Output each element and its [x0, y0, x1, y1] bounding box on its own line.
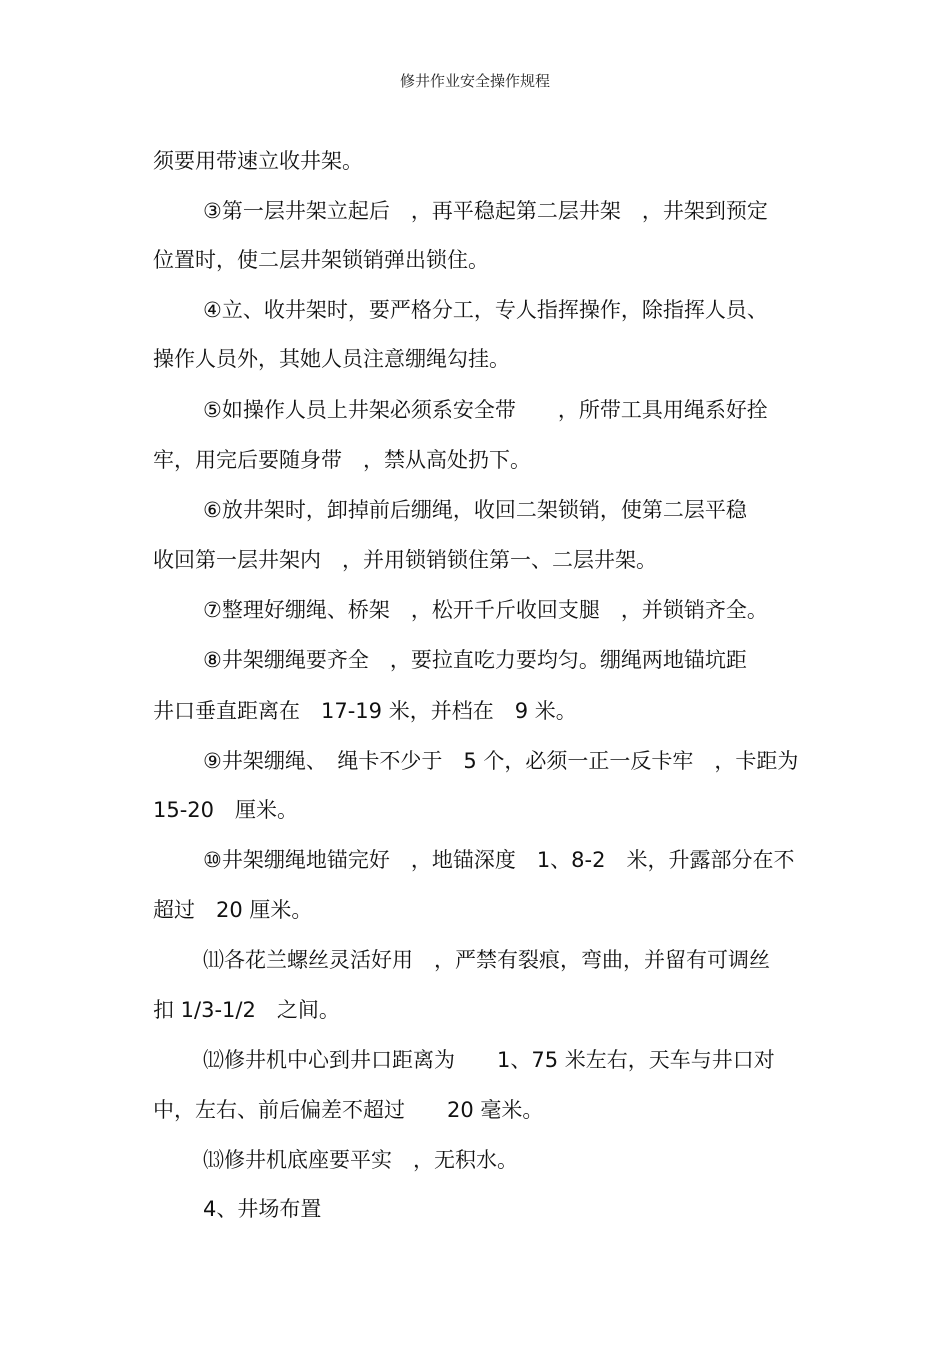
- paragraph-line: 超过 20 厘米。: [153, 898, 313, 922]
- paragraph-line: 15-20 厘米。: [153, 798, 299, 822]
- paragraph-first-line: ⑤如操作人员上井架必须系安全带 ，所带工具用绳系好拴: [203, 398, 768, 422]
- paragraph-line: 位置时，使二层井架锁销弹出锁住。: [153, 248, 489, 272]
- paragraph-line: 井口垂直距离在 17-19 米，并档在 9 米。: [153, 699, 577, 723]
- paragraph-line: 操作人员外，其她人员注意绷绳勾挂。: [153, 347, 510, 371]
- paragraph-line: 须要用带速立收井架。: [153, 149, 363, 173]
- paragraph-first-line: ⑩井架绷绳地锚完好 ，地锚深度 1、8-2 米，升露部分在不: [203, 848, 795, 872]
- paragraph-first-line: ⑦整理好绷绳、桥架 ，松开千斤收回支腿 ，并锁销齐全。: [203, 598, 768, 622]
- paragraph-line: 收回第一层井架内 ，并用锁销锁住第一、二层井架。: [153, 548, 657, 572]
- paragraph-first-line: ⒀修井机底座要平实 ，无积水。: [203, 1148, 518, 1172]
- paragraph-first-line: ③第一层井架立起后 ，再平稳起第二层井架 ，井架到预定: [203, 199, 768, 223]
- paragraph-line: 扣 1/3-1/2 之间。: [153, 998, 340, 1022]
- paragraph-first-line: ⑿修井机中心到井口距离为 1、75 米左右，天车与井口对: [203, 1048, 775, 1072]
- paragraph-line: 中，左右、前后偏差不超过 20 毫米。: [153, 1098, 544, 1122]
- page-header: 修井作业安全操作规程: [399, 72, 550, 90]
- paragraph-first-line: ⑾各花兰螺丝灵活好用 ，严禁有裂痕，弯曲，并留有可调丝: [203, 948, 770, 972]
- paragraph-first-line: ⑨井架绷绳、 绳卡不少于 5 个，必须一正一反卡牢 ，卡距为: [203, 749, 799, 773]
- paragraph-first-line: ⑧井架绷绳要齐全 ，要拉直吃力要均匀。绷绳两地锚坑距: [203, 648, 747, 672]
- paragraph-first-line: ⑥放井架时，卸掉前后绷绳，收回二架锁销，使第二层平稳: [203, 498, 747, 522]
- paragraph-line: 牢，用完后要随身带 ，禁从高处扔下。: [153, 448, 531, 472]
- paragraph-first-line: ④立、收井架时，要严格分工，专人指挥操作，除指挥人员、: [203, 298, 768, 322]
- paragraph-first-line: 4、井场布置: [203, 1197, 322, 1221]
